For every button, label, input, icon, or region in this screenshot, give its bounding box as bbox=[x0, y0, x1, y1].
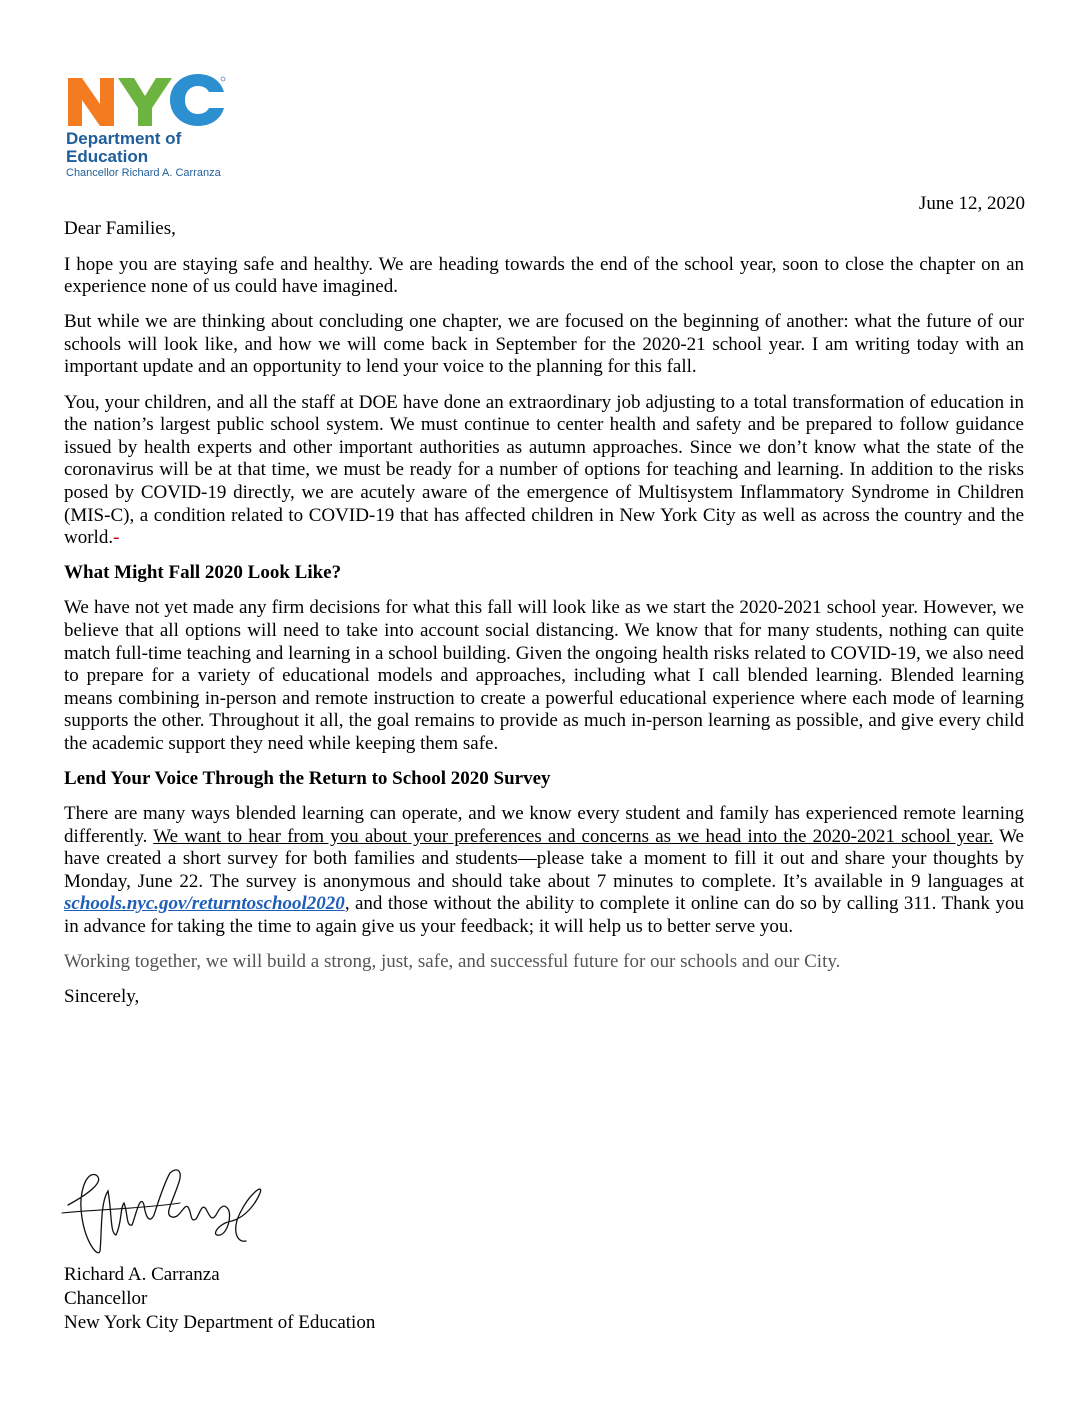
nyc-wordmark-icon bbox=[66, 74, 228, 128]
signer-organization: New York City Department of Education bbox=[64, 1312, 376, 1333]
paragraph-5-part-c: , and those without the ability to complete it online can do so by calling 311. Thank you in advance for taking the time to again give us your feedback; it will help us to better serve you. bbox=[64, 893, 1024, 938]
logo-department-text: Department of Education bbox=[66, 129, 182, 166]
letter-date: June 12, 2020 bbox=[918, 193, 1025, 214]
paragraph-2: But while we are thinking about concluding one chapter, we are focused on the beginning of another: what the future of our schools will look like, and how we will come back in September for the 2020-21 school year. I am writing today with an important update and an opportunity to lend your voice to the planning for this fall. bbox=[64, 311, 1024, 378]
signer-title: Chancellor bbox=[64, 1288, 148, 1309]
signature-image bbox=[60, 1163, 270, 1263]
paragraph-5-part-a: There are many ways blended learning can operate, and we know every student and family has experienced remote learning differently. bbox=[64, 803, 1024, 847]
salutation: Dear Families, bbox=[64, 218, 176, 239]
heading-survey: Lend Your Voice Through the Return to School 2020 Survey bbox=[64, 767, 551, 789]
signature-block bbox=[64, 1263, 375, 1335]
survey-link[interactable]: schools.nyc.gov/returntoschool2020 bbox=[64, 893, 345, 915]
logo-chancellor-text: Chancellor Richard A. Carranza bbox=[66, 167, 221, 179]
paragraph-3-text: You, your children, and all the staff at DOE have done an extraordinary job adjusting to a total transformation of education in the nation’s largest public school system. We must continue to center health and safety and be prepared to follow guidance issued by health experts and other important authorities as autumn approaches. Since we don’t know what the state of the coronavirus will be at that time, we must be ready for a number of options for teaching and learning. In addition to the risks posed by COVID-19 directly, we are acutely aware of the emergence of Multisystem Inflammatory Syndrome in Children (MIS-C), a condition related to COVID-19 that has affected children in New York City as well as across the country and the world. bbox=[64, 391, 1024, 549]
paragraph-1: I hope you are staying safe and healthy. We are heading towards the end of the school year, soon to close the chapter on an experience none of us could have imagined. bbox=[64, 253, 1024, 298]
edit-mark: - bbox=[113, 527, 120, 549]
paragraph-3 bbox=[64, 392, 1024, 550]
letter-body bbox=[64, 218, 1024, 1009]
paragraph-4: We have not yet made any firm decisions for what this fall will look like as we start the 2020-2021 school year. However, we believe that all options will need to take into account social distancing. We know that for many students, nothing can quite match full-time teaching and learning in a school building. Given the ongoing health risks related to COVID-19, we also need to prepare for a variety of educational models and approaches, including what I call blended learning. Blended learning means combining in-person and remote instruction to create a powerful educational experience where each mode of learning supports the other. Throughout it all, the goal remains to provide as much in-person learning as possible, and give every child the academic support they need while keeping them safe. bbox=[64, 597, 1024, 754]
nyc-doe-logo bbox=[66, 74, 246, 180]
heading-fall-2020: What Might Fall 2020 Look Like? bbox=[64, 562, 342, 584]
paragraph-5 bbox=[64, 803, 1024, 939]
signer-name: Richard A. Carranza bbox=[64, 1264, 220, 1285]
underlined-statement: We want to hear from you about your preferences and concerns as we head into the 2020-2021 school year. bbox=[153, 825, 994, 847]
paragraph-5-part-b: We have created a short survey for both families and students—please take a moment to fill it out and share your thoughts by Monday, June 22. The survey is anonymous and should take about 7 minutes to complete. It’s available in 9 languages at bbox=[64, 825, 1024, 892]
sign-off: Sincerely, bbox=[64, 986, 140, 1008]
closing-line: Working together, we will build a strong, just, safe, and successful future for our schools and our City. bbox=[64, 951, 841, 973]
